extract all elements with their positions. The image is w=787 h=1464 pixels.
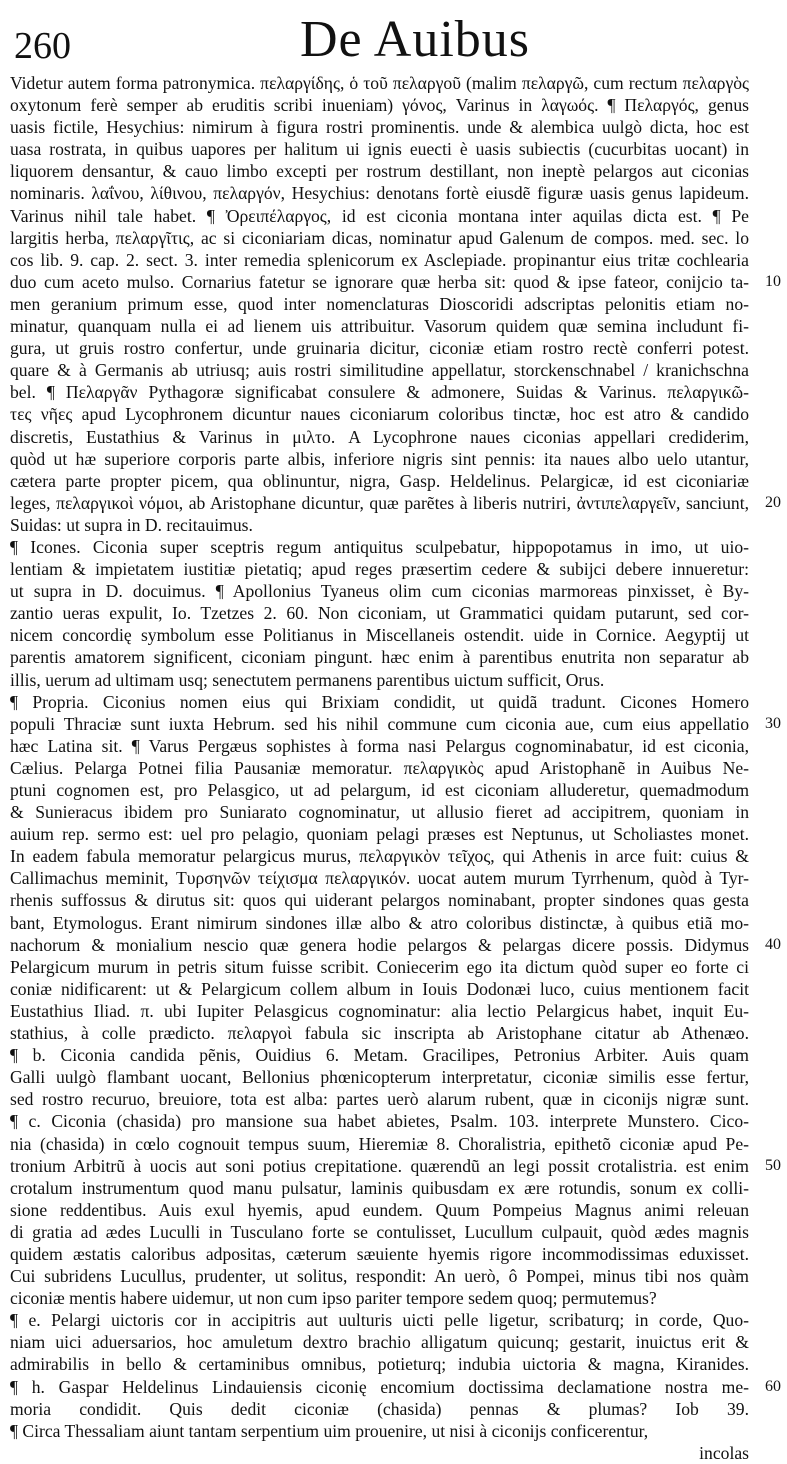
text-line — [10, 624, 763, 646]
text-line — [10, 1044, 763, 1066]
line-text: nominaris. λαΐνου, λίθινου, πελαργόν, Hesychius: denotans fortè eiusdẽ figuræ uasis genus lapideum. — [10, 183, 749, 204]
text-line — [10, 735, 763, 757]
text-line — [10, 1199, 763, 1221]
page-header — [10, 10, 763, 72]
text-line — [10, 492, 781, 514]
line-text: Suidas: ut supra in D. recitauimus. — [10, 514, 253, 535]
line-text: coniæ nidificarent: ut & Pelargicum collem album in Iouis Dodonæi luco, cuius mentionem facit — [10, 978, 749, 999]
line-text: leges, πελαργικοὶ νόμοι, ab Aristophane dicuntur, quæ parẽtes à liberis nutriri, ἀντιπελαργεῖν, sanciunt, — [10, 492, 749, 513]
line-text: hæc Latina sit. ¶ Varus Pergæus sophistes à forma nasi Pelargus cognominabatur, id est ciconia, — [10, 735, 749, 756]
text-line — [10, 1088, 763, 1110]
line-text: ciconiæ mentis habere uidemur, ut non cum ipso pariter tempore sedem quoq; permutemus? — [10, 1288, 657, 1309]
line-text: cætera parte propter picem, qua oblinuntur, nigra, Gasp. Heldelinus. Pelargicæ, id est ciconiariæ — [10, 470, 749, 491]
running-title: De Auibus — [300, 11, 530, 68]
line-text: gura, ut gruis rostro confertur, unde gruinaria dicitur, ciconiæ etiam rostro rectè conferri potest. — [10, 338, 749, 359]
text-line — [10, 1442, 763, 1464]
line-text: auium rep. sermo est: uel pro pelagio, quoniam pelagi præses est Neptunus, ut Scholiastes monet. — [10, 824, 749, 845]
text-line — [10, 1376, 781, 1398]
text-line — [10, 138, 763, 160]
text-line — [10, 315, 763, 337]
text-line — [10, 1353, 763, 1375]
text-line — [10, 514, 763, 536]
line-text: ut supra in D. docuimus. ¶ Apollonius Tyaneus olim cum ciconias marmoreas pinxisset, è By- — [10, 581, 749, 602]
line-text: ¶ b. Ciconia candida pẽnis, Ouidius 6. Metam. Gracilipes, Petronius Arbiter. Auis quam — [10, 1045, 749, 1066]
line-text: Eustathius Iliad. π. ubi Iupiter Pelasgicus cognominatur: alia lectio Pelargicus habet, inquit Eu- — [10, 1000, 749, 1021]
text-line — [10, 182, 763, 204]
line-text: & Sunieracus ibidem pro Suniarato cognominatur, ut allusio fieret ad accipitrem, quoniam in — [10, 802, 749, 823]
text-line — [10, 978, 763, 1000]
line-text: di gratia ad ædes Luculli in Tusculano forte se contulisset, Lucullum culpauit, quòd ædes magnis — [10, 1221, 749, 1242]
line-text: In eadem fabula memoratur pelargicus murus, πελαργικὸν τεῖχος, qui Athenis in arce fuit: cuius & — [10, 846, 749, 867]
text-line — [10, 691, 763, 713]
margin-line-number: 50 — [765, 1156, 781, 1174]
text-line — [10, 1155, 781, 1177]
line-text: niam uici aduersarios, hoc amuletum dextro brachio alligatum quicunq; gestarit, inuictus erit & — [10, 1332, 749, 1353]
text-line — [10, 1309, 763, 1331]
line-text: incolas — [699, 1442, 749, 1463]
text-line — [10, 227, 763, 249]
line-text: quòd ut hæ superiore corporis parte albis, inferiore nigris sint pennis: ita naues albo uelo utantur, — [10, 448, 749, 469]
text-line — [10, 1243, 763, 1265]
line-text: largitis herba, πελαργῖτις, ac si ciconiariam dicas, nominatur apud Galenum de compos. med. sec. lo — [10, 227, 749, 248]
line-text: zantio ueras expulit, Io. Tzetzes 2. 60. Non ciconiam, ut Grammatici quidam putarunt, sed cor- — [10, 603, 749, 624]
text-line — [10, 646, 763, 668]
line-text: ¶ h. Gaspar Heldelinus Lindauiensis ciconię encomium doctissima declamatione nostra me- — [10, 1376, 749, 1397]
line-text: ¶ c. Ciconia (chasida) pro mansione sua habet abietes, Psalm. 103. interprete Munstero. Cico- — [10, 1111, 749, 1132]
text-line — [10, 1265, 763, 1287]
line-text: uasa rostrata, in quibus uapores per halitum ui ignis euecti è uasis subiectis (cucurbitas uocant) in — [10, 139, 749, 160]
line-text: rhenis suffossus & dirutus sit: quos qui uiderant pelargos nominabant, propter sindones quas gesta — [10, 890, 749, 911]
text-line — [10, 1066, 763, 1088]
line-text: quidem æstatis caloribus adpositas, cæterum sæuiente hyemis rigore incommodissimas eduxisset. — [10, 1243, 749, 1264]
line-text: Varinus nihil tale habet. ¶ Ὀρειπέλαργος, id est ciconia montana inter aquilas dicta est. ¶ Pe — [10, 205, 749, 226]
text-line — [10, 558, 763, 580]
line-text: Callimachus meminit, Τυρσηνῶν τείχισμα πελαργικόν. uocat autem murum Tyrrhenum, quòd à Tyr- — [10, 868, 749, 889]
line-text: duo cum aceto mulso. Cornarius fatetur se ignorare quæ herba sit: quod & ipse fateor, conijcio ta- — [10, 271, 749, 292]
line-text: tronium Arbitrũ à uocis aut soni potius crepitatione. quærendũ an legi possit crotalistria. est enim — [10, 1155, 749, 1176]
text-line — [10, 1110, 763, 1132]
margin-line-number: 30 — [765, 714, 781, 732]
line-text: discretis, Eustathius & Varinus in μιλτο. A Lycophrone naues ciconias appellari crediderim, — [10, 426, 749, 447]
line-text: liquorem densantur, & cauo limbo excepti per rostrum destillant, non ineptè pelargos aut ciconias — [10, 161, 749, 182]
text-line — [10, 249, 763, 271]
text-line — [10, 116, 763, 138]
text-line — [10, 160, 763, 182]
text-line — [10, 779, 763, 801]
text-line — [10, 359, 763, 381]
text-line — [10, 1221, 763, 1243]
line-text: ¶ Propria. Ciconius nomen eius qui Brixiam condidit, ut quidã tradunt. Cicones Homero — [10, 691, 749, 712]
text-line — [10, 293, 763, 315]
text-line — [10, 1398, 763, 1420]
text-line — [10, 337, 763, 359]
margin-line-number: 20 — [765, 493, 781, 511]
margin-line-number: 60 — [765, 1377, 781, 1395]
text-line — [10, 205, 763, 227]
line-text: ¶ e. Pelargi uictoris cor in accipitris aut uulturis uicti pelle ligetur, scribaturq; in corde, Quo- — [10, 1310, 749, 1331]
line-text: men geranium primum esse, quod inter nomenclaturas Dioscoridi adscriptas pelonitis etiam no- — [10, 293, 749, 314]
text-line — [10, 1331, 763, 1353]
line-text: moria condidit. Quis dedit ciconiæ (chasida) pennas & plumas? Iob 39. — [10, 1398, 749, 1419]
text-line — [10, 912, 763, 934]
line-text: minatur, quanquam nulla ei ad lienem uis attribuitur. Vasorum quidem quæ semina includunt fi- — [10, 316, 749, 337]
line-text: cos lib. 9. cap. 2. sect. 3. inter remedia splenicorum ex Asclepiade. propinantur eius tritæ cochlearia — [10, 249, 749, 270]
line-text: τες νῆες apud Lycophronem dicuntur naues ciconiarum coloribus tinctæ, hoc est atro & candido — [10, 404, 749, 425]
text-line — [10, 94, 763, 116]
margin-line-number: 40 — [765, 935, 781, 953]
text-line — [10, 1287, 763, 1309]
text-line — [10, 1000, 763, 1022]
line-text: parentis amatorem significent, ciconiam pingunt. hæc enim à parentibus enutrita non separatur ab — [10, 647, 749, 668]
text-line — [10, 669, 763, 691]
text-line — [10, 536, 763, 558]
text-line — [10, 580, 763, 602]
line-text: ¶ Circa Thessaliam aiunt tantam serpentium uim prouenire, ut nisi à ciconijs conficerentur, — [10, 1420, 649, 1441]
line-text: Videtur autem forma patronymica. πελαργίδης, ὁ τοῦ πελαργοῦ (malim πελαργῶ, cum rectum πελαργὸς — [10, 73, 749, 93]
page-number: 260 — [14, 25, 71, 67]
line-text: Cui subridens Lucullus, prudenter, ut solitus, respondit: An uerò, ô Pompei, minus tibi nos quàm — [10, 1266, 749, 1287]
text-line — [10, 823, 763, 845]
line-text: stathius, à colle prædicto. πελαργοὶ fabula sic inscripta ab Aristophane citatur ab Athenæo. — [10, 1023, 749, 1044]
line-text: quare & à Germanis ab utriusq; auis rostri similitudine appellatur, storckenschnabel / kranichschna — [10, 360, 749, 381]
text-line — [10, 1177, 763, 1199]
text-line — [10, 889, 763, 911]
line-text: sione reddentibus. Auis exul hyemis, apud eundem. Quum Pompeius Magnus animi releuan — [10, 1199, 749, 1220]
line-text: bant, Etymologus. Erant nimirum sindones illæ albo & atro coloribus distinctæ, à quibus etiã mo- — [10, 912, 749, 933]
text-line — [10, 72, 763, 94]
line-text: illis, uerum ad ultimam usq; senectutem permanens parentibus uictum sufficit, Orus. — [10, 669, 605, 690]
text-line — [10, 470, 763, 492]
line-text: bel. ¶ Πελαργᾶν Pythagoræ significabat consulere & admonere, Suidas & Varinus. πελαργικῶ- — [10, 382, 749, 403]
line-text: sed rostro recuruo, breuiore, tota est alba: partes uerò alarum rubent, quæ in ciconijs nigræ sunt. — [10, 1089, 749, 1110]
text-line — [10, 1420, 763, 1442]
text-line — [10, 845, 763, 867]
line-text: Galli uulgò flambant uocant, Bellonius phœnicopterum interpretatur, ciconiæ similis esse fertur, — [10, 1067, 749, 1088]
text-line — [10, 403, 763, 425]
text-line — [10, 271, 781, 293]
line-text: nachorum & monialium nescio quæ genera hodie pelargos & pelargas dicere possis. Didymus — [10, 934, 749, 955]
text-line — [10, 713, 781, 735]
text-line — [10, 426, 763, 448]
line-text: ptuni cognomen est, pro Pelasgico, ut ad pelargum, id est ciconiam alluderetur, quemadmodum — [10, 780, 749, 800]
text-line — [10, 801, 763, 823]
text-line — [10, 956, 763, 978]
line-text: nia (chasida) in cœlo cognouit tempus suum, Hieremiæ 8. Choralistria, epithetõ ciconiæ apud Pe- — [10, 1133, 749, 1154]
text-line — [10, 602, 763, 624]
line-text: ¶ Icones. Ciconia super sceptris regum antiquitus sculpebatur, hippopotamus in imo, ut uio- — [10, 536, 749, 557]
text-line — [10, 448, 763, 470]
line-text: admirabilis in bello & certaminibus omnibus, potieturq; indubia uictoria & magna, Kiranides. — [10, 1354, 749, 1375]
line-text: populi Thraciæ sunt iuxta Hebrum. sed his nihil commune cum ciconia aue, cum eius appellatio — [10, 713, 749, 734]
text-line — [10, 1022, 763, 1044]
body-text — [10, 72, 781, 1464]
line-text: lentiam & impietatem iustitiæ pietatiq; apud reges præsertim cedere & subijci debere innueretur: — [10, 559, 749, 580]
text-line — [10, 867, 763, 889]
text-line — [10, 1133, 763, 1155]
line-text: uasis fictile, Hesychius: nimirum à figura rostri prominentis. unde & alembica uulgò dicta, hoc est — [10, 117, 749, 138]
text-line — [10, 934, 781, 956]
text-line — [10, 757, 763, 779]
text-line — [10, 381, 763, 403]
line-text: Pelargicum murum in petris situm fuisse scribit. Coniecerim ego ita dictum quòd super eo forte ci — [10, 956, 749, 977]
line-text: oxytonum ferè semper ab eruditis scribi inueniam) γόνος, Varinus in λαγωός. ¶ Πελαργός, genus — [10, 95, 749, 116]
line-text: Cælius. Pelarga Potnei filia Pausaniæ memoratur. πελαργικὸς apud Aristophanẽ in Auibus Ne- — [10, 757, 749, 778]
line-text: nicem concordię symbolum esse Politianus in Miscellaneis ostendit. uide in Cornice. Aegyptij ut — [10, 625, 749, 646]
line-text: crotalum instrumentum quod manu pulsatur, laminis quibusdam ex ære rotundis, sonum ex colli- — [10, 1177, 749, 1198]
margin-line-number: 10 — [765, 272, 781, 290]
